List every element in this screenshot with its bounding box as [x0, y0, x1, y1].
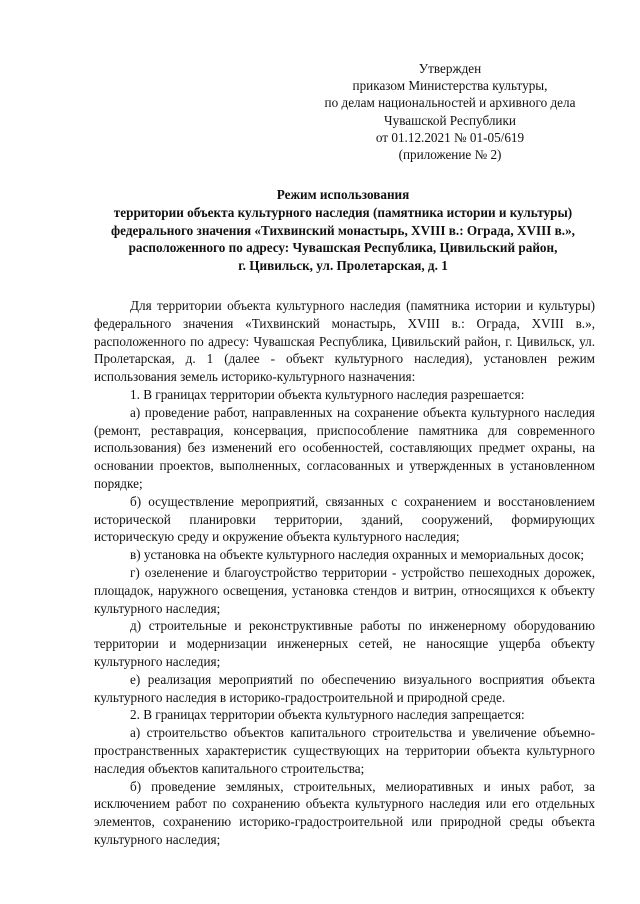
list-item: д) строительные и реконструктивные работы по инженерному оборудованию территории и модернизации инженерных сетей, не наносящие ущерба объекту культурного наследия;: [94, 618, 595, 669]
approval-line: от 01.12.2021 № 01-05/619: [375, 129, 525, 145]
approval-block: [300, 60, 600, 163]
list-item: б) проведение земляных, строительных, мелиоративных и иных работ, за исключением работ по сохранению объекта культурного наследия или его отдельных элементов, сохранению историко-градостроительной или природной среды объекта культурного наследия;: [94, 778, 595, 847]
approval-line: Утвержден: [418, 61, 482, 76]
document-title: [78, 186, 608, 275]
section-heading: 1. В границах территории объекта культурного наследия разрешается:: [130, 386, 525, 402]
title-line: территории объекта культурного наследия (памятника истории и культуры): [113, 204, 573, 220]
document-body: [94, 297, 595, 849]
intro-paragraph: Для территории объекта культурного наследия (памятника истории и культуры) федерального значения «Тихвинский монастырь, XVIII в.: Ограда, XVIII в.», расположенного по адресу: Чувашская Республика, Цивильский район, г. Цивильск, ул. Пролетарская, д. 1 (далее - объект культурного наследия), установлен режим использования земель историко-культурного назначения:: [94, 298, 595, 385]
list-item: а) проведение работ, направленных на сохранение объекта культурного наследия (ремонт, реставрация, консервация, приспособление памятника для современного использования) без изменений его особенностей, составляющих предмет охраны, на основании проектов, выполненных, согласованных и утвержденных в установленном порядке;: [94, 404, 595, 491]
title-line: Режим использования: [276, 187, 410, 202]
title-line: г. Цивильск, ул. Пролетарская, д. 1: [238, 258, 448, 274]
list-item: г) озеленение и благоустройство территории - устройство пешеходных дорожек, площадок, наружного освещения, установка стендов и витрин, относящихся к объекту культурного наследия;: [94, 564, 595, 616]
section-heading: 2. В границах территории объекта культурного наследия запрещается:: [130, 707, 525, 723]
list-item: в) установка на объекте культурного наследия охранных и мемориальных досок;: [130, 547, 585, 563]
list-item: е) реализация мероприятий по обеспечению визуального восприятия объекта культурного наследия в историко-градостроительной и природной среде.: [94, 671, 595, 705]
approval-line: (приложение № 2): [398, 147, 502, 163]
title-line: федерального значения «Тихвинский монастырь, XVIII в.: Ограда, XVIII в.»,: [111, 222, 575, 238]
list-item: а) строительство объектов капитального строительства и увеличение объемно-пространственных характеристик существующих на территории объекта культурного наследия объектов капитального строительства;: [94, 725, 595, 776]
list-item: б) осуществление мероприятий, связанных с сохранением и восстановлением исторической планировки территории, зданий, сооружений, формирующих историческую среду и окружение объекта культурного наследия;: [94, 493, 595, 545]
approval-line: приказом Министерства культуры,: [352, 78, 548, 94]
approval-line: по делам национальностей и архивного дела: [324, 95, 576, 111]
approval-line: Чувашской Республики: [384, 112, 516, 128]
title-line: расположенного по адресу: Чувашская Республика, Цивильский район,: [128, 240, 558, 256]
